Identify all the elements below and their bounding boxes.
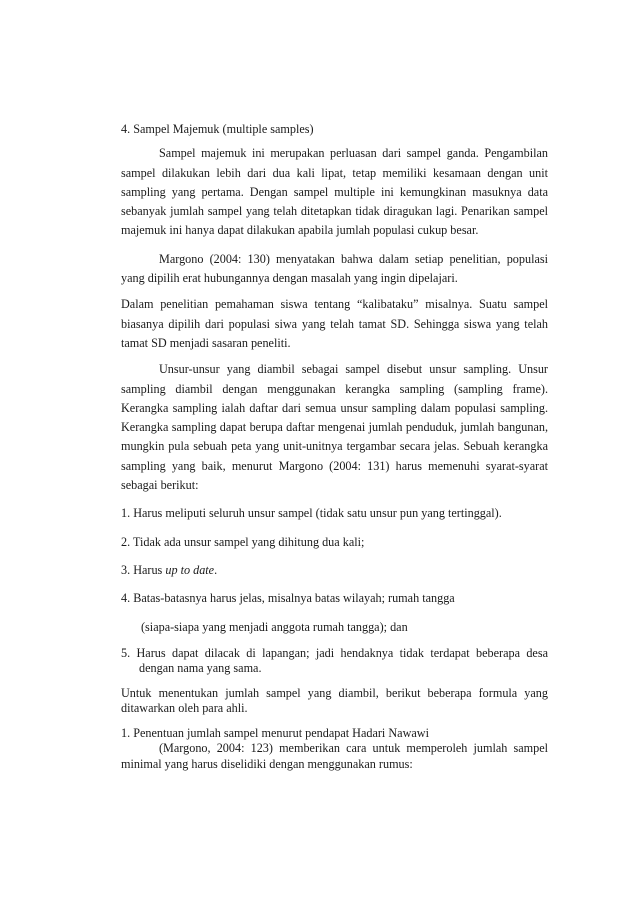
paragraph-margono: Margono (2004: 130) menyatakan bahwa dalam setiap penelitian, populasi yang dipilih erat hubungannya dengan masalah yang ingin dipelajari. (121, 251, 548, 286)
section-heading-sampel-majemuk: 4. Sampel Majemuk (multiple samples) (121, 122, 314, 136)
requirement-1: 1. Harus meliputi seluruh unsur sampel (tidak satu unsur pun yang tertinggal). (121, 506, 502, 521)
paragraph-unsur-sampling: Unsur-unsur yang diambil sebagai sampel disebut unsur sampling. Unsur sampling diambil dengan menggunakan kerangka sampling (sampling frame). Kerangka sampling ialah daftar dari semua unsur sampling dalam populasi sampling. Kerangka sampling dapat berupa daftar mengenai jumlah penduduk, jumlah bangunan, mungkin pula sebuah peta yang unit-unitnya tergambar secara jelas. Sebuah kerangka sampling yang baik, menurut Margono (2004: 131) harus memenuhi syarat-syarat sebagai berikut: (121, 362, 548, 493)
requirement-4: 4. Batas-batasnya harus jelas, misalnya batas wilayah; rumah tangga (121, 591, 455, 606)
requirement-4-continuation: (siapa-siapa yang menjadi anggota rumah tangga); dan (141, 619, 408, 634)
list-item-hadari-nawawi: 1. Penentuan jumlah sampel menurut pendapat Hadari Nawawi (121, 725, 429, 740)
requirement-3-suffix: . (214, 562, 218, 577)
requirement-5: 5. Harus dapat dilacak di lapangan; jadi hendaknya tidak terdapat beberapa desa dengan nama yang sama. (121, 645, 548, 676)
paragraph-formula-intro: Untuk menentukan jumlah sampel yang diambil, berikut beberapa formula yang ditawarkan oleh para ahli. (121, 685, 548, 716)
requirement-2: 2. Tidak ada unsur sampel yang dihitung dua kali; (121, 534, 365, 549)
requirement-3-italic: up to date (165, 562, 215, 577)
paragraph-sampel-majemuk: Sampel majemuk ini merupakan perluasan dari sampel ganda. Pengambilan sampel dilakukan lebih dari dua kali lipat, tetap memiliki kesamaan dengan unit sampling yang pertama. Dengan sampel multiple ini kemungkinan masuknya data sebanyak jumlah sampel yang telah ditetapkan tidak diragukan lagi. Penarikan sampel majemuk ini hanya dapat dilakukan apabila jumlah populasi cukup besar. (121, 146, 548, 238)
requirement-3 (121, 561, 548, 580)
paragraph-kalibataku: Dalam penelitian pemahaman siswa tentang “kalibataku” misalnya. Suatu sampel biasanya dipilih dari populasi siwa yang telah tamat SD. Sehingga siswa yang telah tamat SD menjadi sasaran peneliti. (121, 297, 548, 350)
requirement-3-prefix: 3. Harus (121, 562, 166, 577)
list-item-hadari-nawawi-body: (Margono, 2004: 123) memberikan cara untuk memperoleh jumlah sampel minimal yang harus diselidiki dengan menggunakan rumus: (121, 741, 548, 771)
document-page (121, 118, 548, 772)
